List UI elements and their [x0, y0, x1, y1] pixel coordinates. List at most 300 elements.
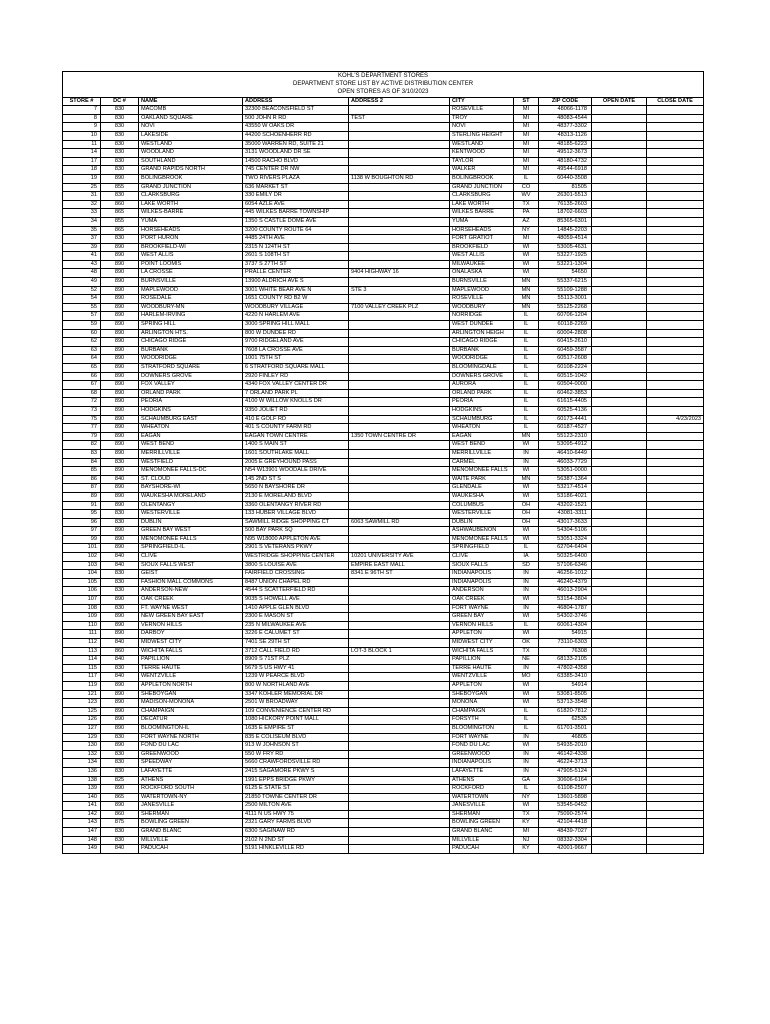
- cell-city: YUMA: [450, 217, 514, 226]
- cell-zip-code: 68133-2105: [539, 656, 592, 665]
- cell-address-2: [349, 681, 450, 690]
- cell-address-2: [349, 724, 450, 733]
- cell-open-date: [592, 578, 647, 587]
- cell-store-number: 89: [63, 492, 101, 501]
- cell-address: 2005 E GREYHOUND PASS: [243, 458, 349, 467]
- cell-city: MERRILLVILLE: [450, 449, 514, 458]
- table-row: [63, 200, 704, 209]
- cell-zip-code: 50325-6400: [539, 553, 592, 562]
- table-row: [63, 106, 704, 115]
- table-row: [63, 501, 704, 510]
- cell-store-number: 54: [63, 295, 101, 304]
- cell-address-2: [349, 364, 450, 373]
- cell-dc-number: 830: [101, 836, 139, 845]
- cell-state: NJ: [514, 836, 539, 845]
- cell-state: GA: [514, 776, 539, 785]
- cell-store-number: 67: [63, 381, 101, 390]
- cell-zip-code: 60515-1042: [539, 372, 592, 381]
- cell-address: 1410 APPLE GLEN BLVD: [243, 604, 349, 613]
- cell-store-number: 87: [63, 484, 101, 493]
- cell-store-name: FORT WAYNE NORTH: [139, 733, 243, 742]
- cell-address-2: [349, 166, 450, 175]
- cell-address-2: [349, 750, 450, 759]
- cell-dc-number: 830: [101, 131, 139, 140]
- cell-close-date: [647, 793, 704, 802]
- cell-open-date: [592, 355, 647, 364]
- cell-store-number: 129: [63, 733, 101, 742]
- cell-dc-number: 890: [101, 621, 139, 630]
- cell-open-date: [592, 123, 647, 132]
- table-row: [63, 183, 704, 192]
- cell-city: BROOKFIELD: [450, 243, 514, 252]
- cell-address: 4544 S SCATTERFIELD RD: [243, 587, 349, 596]
- cell-close-date: [647, 149, 704, 158]
- cell-address-2: [349, 664, 450, 673]
- cell-close-date: [647, 106, 704, 115]
- cell-store-name: MADISON-MONONA: [139, 699, 243, 708]
- cell-store-name: WESTFIELD: [139, 458, 243, 467]
- cell-store-name: BOWLING GREEN: [139, 819, 243, 828]
- table-row: [63, 269, 704, 278]
- col-name: NAME: [139, 97, 243, 106]
- cell-open-date: [592, 759, 647, 768]
- cell-state: WV: [514, 192, 539, 201]
- company-title: KOHL'S DEPARTMENT STORES: [337, 73, 429, 79]
- cell-dc-number: 890: [101, 389, 139, 398]
- cell-open-date: [592, 518, 647, 527]
- cell-zip-code: 61701-3501: [539, 724, 592, 733]
- cell-address: 235 N MILWAUKEE AVE: [243, 621, 349, 630]
- cell-address: 800 W DUNDEE RD: [243, 329, 349, 338]
- cell-close-date: [647, 235, 704, 244]
- cell-close-date: [647, 776, 704, 785]
- cell-address: 3360 OLENTANGY RIVER RD: [243, 501, 349, 510]
- cell-dc-number: 830: [101, 157, 139, 166]
- cell-zip-code: 54304-5106: [539, 527, 592, 536]
- cell-city: ATHENS: [450, 776, 514, 785]
- cell-open-date: [592, 278, 647, 287]
- cell-address-2: 7100 VALLEY CREEK PLZ: [349, 303, 450, 312]
- cell-dc-number: 890: [101, 467, 139, 476]
- cell-open-date: [592, 252, 647, 261]
- cell-zip-code: 47905-5124: [539, 767, 592, 776]
- cell-store-number: 57: [63, 312, 101, 321]
- table-row: [63, 681, 704, 690]
- table-row: [63, 346, 704, 355]
- cell-address-2: 1138 W BOUGHTON RD: [349, 174, 450, 183]
- cell-store-name: DUBLIN: [139, 518, 243, 527]
- cell-state: WI: [514, 252, 539, 261]
- cell-city: COLUMBUS: [450, 501, 514, 510]
- cell-store-name: GREEN BAY WEST: [139, 527, 243, 536]
- cell-dc-number: 830: [101, 664, 139, 673]
- cell-city: ARLINGTON HEIGH: [450, 329, 514, 338]
- cell-zip-code: 49544-6918: [539, 166, 592, 175]
- cell-city: INDIANAPOLIS: [450, 759, 514, 768]
- cell-store-number: 117: [63, 673, 101, 682]
- cell-city: LAFAYETTE: [450, 767, 514, 776]
- cell-dc-number: 890: [101, 303, 139, 312]
- cell-dc-number: 830: [101, 518, 139, 527]
- cell-open-date: [592, 106, 647, 115]
- cell-state: IL: [514, 398, 539, 407]
- cell-open-date: [592, 312, 647, 321]
- cell-address: 2500 MILTON AVE: [243, 802, 349, 811]
- cell-store-name: SHERMAN: [139, 810, 243, 819]
- cell-zip-code: 48083-4544: [539, 114, 592, 123]
- cell-close-date: [647, 484, 704, 493]
- cell-dc-number: 890: [101, 355, 139, 364]
- cell-address-2: [349, 226, 450, 235]
- cell-open-date: [592, 406, 647, 415]
- cell-address: 44200 SCHOENHERR RD: [243, 131, 349, 140]
- cell-store-number: 125: [63, 707, 101, 716]
- cell-close-date: [647, 553, 704, 562]
- cell-address: 9035 S HOWELL AVE: [243, 596, 349, 605]
- cell-dc-number: 890: [101, 269, 139, 278]
- cell-store-name: GEIST: [139, 570, 243, 579]
- cell-close-date: [647, 836, 704, 845]
- cell-zip-code: 60459-3587: [539, 346, 592, 355]
- table-row: [63, 656, 704, 665]
- cell-address-2: [349, 630, 450, 639]
- table-row: [63, 338, 704, 347]
- cell-address: 4340 FOX VALLEY CENTER DR: [243, 381, 349, 390]
- cell-store-name: ANDERSON-NEW: [139, 587, 243, 596]
- cell-store-name: DARBOY: [139, 630, 243, 639]
- cell-state: WI: [514, 802, 539, 811]
- cell-address-2: [349, 828, 450, 837]
- table-row: [63, 553, 704, 562]
- cell-close-date: [647, 183, 704, 192]
- cell-state: IL: [514, 544, 539, 553]
- cell-address: 14500 RACHO BLVD: [243, 157, 349, 166]
- cell-store-name: WESTERVILLE: [139, 510, 243, 519]
- cell-zip-code: 60462-3853: [539, 389, 592, 398]
- cell-store-number: 62: [63, 338, 101, 347]
- cell-store-number: 147: [63, 828, 101, 837]
- cell-state: MI: [514, 166, 539, 175]
- cell-state: WI: [514, 260, 539, 269]
- cell-dc-number: 825: [101, 776, 139, 785]
- cell-open-date: [592, 492, 647, 501]
- cell-state: WI: [514, 527, 539, 536]
- cell-state: WI: [514, 681, 539, 690]
- cell-address-2: [349, 295, 450, 304]
- cell-store-name: ROSEDALE: [139, 295, 243, 304]
- cell-close-date: [647, 716, 704, 725]
- cell-city: CHAMPAIGN: [450, 707, 514, 716]
- cell-store-number: 97: [63, 527, 101, 536]
- cell-address-2: [349, 149, 450, 158]
- report-date: OPEN STORES AS OF 3/10/2023: [337, 89, 429, 96]
- cell-city: MILWAUKEE: [450, 260, 514, 269]
- cell-store-number: 142: [63, 810, 101, 819]
- cell-address: 3737 S 27TH ST: [243, 260, 349, 269]
- table-row: [63, 329, 704, 338]
- table-row: [63, 458, 704, 467]
- cell-close-date: [647, 570, 704, 579]
- cell-address-2: [349, 604, 450, 613]
- cell-city: ONALASKA: [450, 269, 514, 278]
- cell-open-date: [592, 561, 647, 570]
- cell-address: TWO RIVERS PLAZA: [243, 174, 349, 183]
- table-row: [63, 828, 704, 837]
- cell-zip-code: 81505: [539, 183, 592, 192]
- cell-store-number: 111: [63, 630, 101, 639]
- cell-city: STERLING HEIGHT: [450, 131, 514, 140]
- cell-dc-number: 830: [101, 114, 139, 123]
- cell-address-2: [349, 338, 450, 347]
- cell-store-name: EAGAN: [139, 432, 243, 441]
- cell-store-name: VERNON HILLS: [139, 621, 243, 630]
- cell-address-2: [349, 699, 450, 708]
- cell-close-date: [647, 501, 704, 510]
- cell-close-date: [647, 630, 704, 639]
- cell-store-name: GRAND RAPIDS NORTH: [139, 166, 243, 175]
- cell-store-number: 95: [63, 510, 101, 519]
- cell-state: WI: [514, 596, 539, 605]
- cell-zip-code: 53227-1925: [539, 252, 592, 261]
- cell-store-number: 72: [63, 398, 101, 407]
- table-row: [63, 321, 704, 330]
- cell-store-name: WEST ALLIS: [139, 252, 243, 261]
- cell-address-2: [349, 458, 450, 467]
- cell-city: FORT WAYNE: [450, 604, 514, 613]
- cell-address-2: [349, 140, 450, 149]
- cell-store-number: 86: [63, 475, 101, 484]
- cell-close-date: [647, 424, 704, 433]
- cell-zip-code: 53217-4514: [539, 484, 592, 493]
- cell-store-number: 34: [63, 217, 101, 226]
- cell-address: 2130 E MORELAND BLVD: [243, 492, 349, 501]
- cell-city: TERRE HAUTE: [450, 664, 514, 673]
- cell-address: 6125 E STATE ST: [243, 785, 349, 794]
- cell-address-2: [349, 329, 450, 338]
- cell-address-2: [349, 613, 450, 622]
- cell-close-date: [647, 724, 704, 733]
- cell-city: SCHAUMBURG: [450, 415, 514, 424]
- cell-store-number: 73: [63, 406, 101, 415]
- cell-zip-code: 54935-2010: [539, 742, 592, 751]
- cell-city: WEST BEND: [450, 441, 514, 450]
- cell-dc-number: 830: [101, 192, 139, 201]
- table-row: [63, 664, 704, 673]
- cell-store-number: 49: [63, 278, 101, 287]
- cell-zip-code: 54650: [539, 269, 592, 278]
- cell-close-date: [647, 346, 704, 355]
- cell-dc-number: 860: [101, 810, 139, 819]
- table-row: [63, 819, 704, 828]
- cell-store-name: YUMA: [139, 217, 243, 226]
- cell-address: 2920 FINLEY RD: [243, 372, 349, 381]
- cell-state: WI: [514, 269, 539, 278]
- table-row: [63, 518, 704, 527]
- cell-open-date: [592, 690, 647, 699]
- cell-dc-number: 890: [101, 492, 139, 501]
- cell-state: NY: [514, 226, 539, 235]
- cell-address: EAGAN TOWN CENTRE: [243, 432, 349, 441]
- cell-close-date: [647, 389, 704, 398]
- cell-store-number: 17: [63, 157, 101, 166]
- cell-address-2: [349, 467, 450, 476]
- cell-city: GREEN BAY: [450, 613, 514, 622]
- cell-city: SIOUX FALLS: [450, 561, 514, 570]
- cell-store-name: SCHAUMBURG EAST: [139, 415, 243, 424]
- cell-dc-number: 890: [101, 484, 139, 493]
- cell-city: WHEATON: [450, 424, 514, 433]
- cell-store-name: CHICAGO RIDGE: [139, 338, 243, 347]
- cell-store-number: 104: [63, 570, 101, 579]
- cell-city: ASHWAUBENON: [450, 527, 514, 536]
- cell-close-date: [647, 157, 704, 166]
- col-dc-number: DC #: [101, 97, 139, 106]
- cell-store-name: NOVI: [139, 123, 243, 132]
- cell-store-number: 19: [63, 174, 101, 183]
- table-row: [63, 114, 704, 123]
- cell-close-date: [647, 707, 704, 716]
- cell-address: 6300 SAGINAW RD: [243, 828, 349, 837]
- cell-dc-number: 840: [101, 845, 139, 854]
- cell-open-date: [592, 733, 647, 742]
- cell-open-date: [592, 510, 647, 519]
- table-row: [63, 647, 704, 656]
- cell-open-date: [592, 192, 647, 201]
- cell-open-date: [592, 793, 647, 802]
- cell-state: WI: [514, 613, 539, 622]
- cell-store-name: LA CROSSE: [139, 269, 243, 278]
- cell-open-date: [592, 389, 647, 398]
- cell-dc-number: 890: [101, 381, 139, 390]
- cell-store-name: SPRINGFIELD-IL: [139, 544, 243, 553]
- cell-address-2: [349, 192, 450, 201]
- cell-zip-code: 60415-2610: [539, 338, 592, 347]
- cell-address-2: [349, 131, 450, 140]
- cell-state: IL: [514, 716, 539, 725]
- cell-open-date: [592, 398, 647, 407]
- table-row: [63, 475, 704, 484]
- cell-open-date: [592, 767, 647, 776]
- cell-store-name: WEST BEND: [139, 441, 243, 450]
- cell-close-date: [647, 192, 704, 201]
- cell-city: WENTZVILLE: [450, 673, 514, 682]
- cell-state: IN: [514, 759, 539, 768]
- cell-open-date: [592, 845, 647, 854]
- cell-store-name: POINT LOOMIS: [139, 260, 243, 269]
- cell-city: GLENDALE: [450, 484, 514, 493]
- cell-store-name: OLENTANGY: [139, 501, 243, 510]
- cell-address-2: [349, 845, 450, 854]
- cell-open-date: [592, 596, 647, 605]
- cell-zip-code: 42104-4418: [539, 819, 592, 828]
- cell-store-number: 48: [63, 269, 101, 278]
- cell-zip-code: 53005-4631: [539, 243, 592, 252]
- table-row: [63, 372, 704, 381]
- cell-state: WI: [514, 699, 539, 708]
- table-row: [63, 570, 704, 579]
- cell-open-date: [592, 750, 647, 759]
- cell-dc-number: 830: [101, 149, 139, 158]
- cell-address: 3131 WOODLAND DR SE: [243, 149, 349, 158]
- cell-address-2: [349, 321, 450, 330]
- cell-close-date: [647, 338, 704, 347]
- cell-city: INDIANAPOLIS: [450, 578, 514, 587]
- cell-close-date: [647, 243, 704, 252]
- cell-open-date: [592, 372, 647, 381]
- table-row: [63, 295, 704, 304]
- cell-open-date: [592, 329, 647, 338]
- cell-state: IL: [514, 381, 539, 390]
- cell-state: TX: [514, 810, 539, 819]
- cell-dc-number: 890: [101, 278, 139, 287]
- cell-zip-code: 62704-6404: [539, 544, 592, 553]
- cell-state: WI: [514, 630, 539, 639]
- table-row: [63, 484, 704, 493]
- cell-state: IN: [514, 767, 539, 776]
- cell-state: IN: [514, 733, 539, 742]
- cell-city: CHICAGO RIDGE: [450, 338, 514, 347]
- cell-close-date: [647, 690, 704, 699]
- cell-address-2: [349, 656, 450, 665]
- cell-zip-code: 76135-2603: [539, 200, 592, 209]
- cell-city: CLIVE: [450, 553, 514, 562]
- cell-store-number: 114: [63, 656, 101, 665]
- cell-open-date: [592, 321, 647, 330]
- cell-close-date: [647, 114, 704, 123]
- cell-city: WALKER: [450, 166, 514, 175]
- cell-store-name: WOODRIDGE: [139, 355, 243, 364]
- cell-address-2: [349, 243, 450, 252]
- cell-store-number: 64: [63, 355, 101, 364]
- cell-dc-number: 830: [101, 759, 139, 768]
- cell-state: IL: [514, 346, 539, 355]
- table-row: [63, 510, 704, 519]
- cell-zip-code: 60118-2269: [539, 321, 592, 330]
- cell-city: ROSEVILLE: [450, 106, 514, 115]
- cell-close-date: [647, 475, 704, 484]
- cell-close-date: [647, 209, 704, 218]
- cell-store-name: GREENWOOD: [139, 750, 243, 759]
- cell-store-name: WAUKESHA MORELAND: [139, 492, 243, 501]
- cell-state: NE: [514, 656, 539, 665]
- cell-dc-number: 890: [101, 398, 139, 407]
- cell-address: 109 CONVENIENCE CENTER RD: [243, 707, 349, 716]
- cell-close-date: [647, 441, 704, 450]
- cell-dc-number: 890: [101, 406, 139, 415]
- cell-store-name: STRATFORD SQUARE: [139, 364, 243, 373]
- cell-address-2: [349, 767, 450, 776]
- cell-city: CLARKSBURG: [450, 192, 514, 201]
- cell-city: WILKES BARRE: [450, 209, 514, 218]
- cell-close-date: [647, 372, 704, 381]
- cell-dc-number: 890: [101, 432, 139, 441]
- cell-zip-code: 46410-6449: [539, 449, 592, 458]
- cell-dc-number: 830: [101, 750, 139, 759]
- cell-dc-number: 890: [101, 613, 139, 622]
- cell-city: FORT WAYNE: [450, 733, 514, 742]
- cell-address: 7 ORLAND PARK PL: [243, 389, 349, 398]
- title-row: [63, 72, 704, 98]
- cell-close-date: [647, 828, 704, 837]
- cell-open-date: [592, 802, 647, 811]
- cell-city: INDIANAPOLIS: [450, 570, 514, 579]
- cell-address-2: [349, 596, 450, 605]
- cell-address: 1991 EPPS BRIDGE PKWY: [243, 776, 349, 785]
- table-row: [63, 767, 704, 776]
- cell-open-date: [592, 613, 647, 622]
- table-row: [63, 836, 704, 845]
- cell-zip-code: 43017-3633: [539, 518, 592, 527]
